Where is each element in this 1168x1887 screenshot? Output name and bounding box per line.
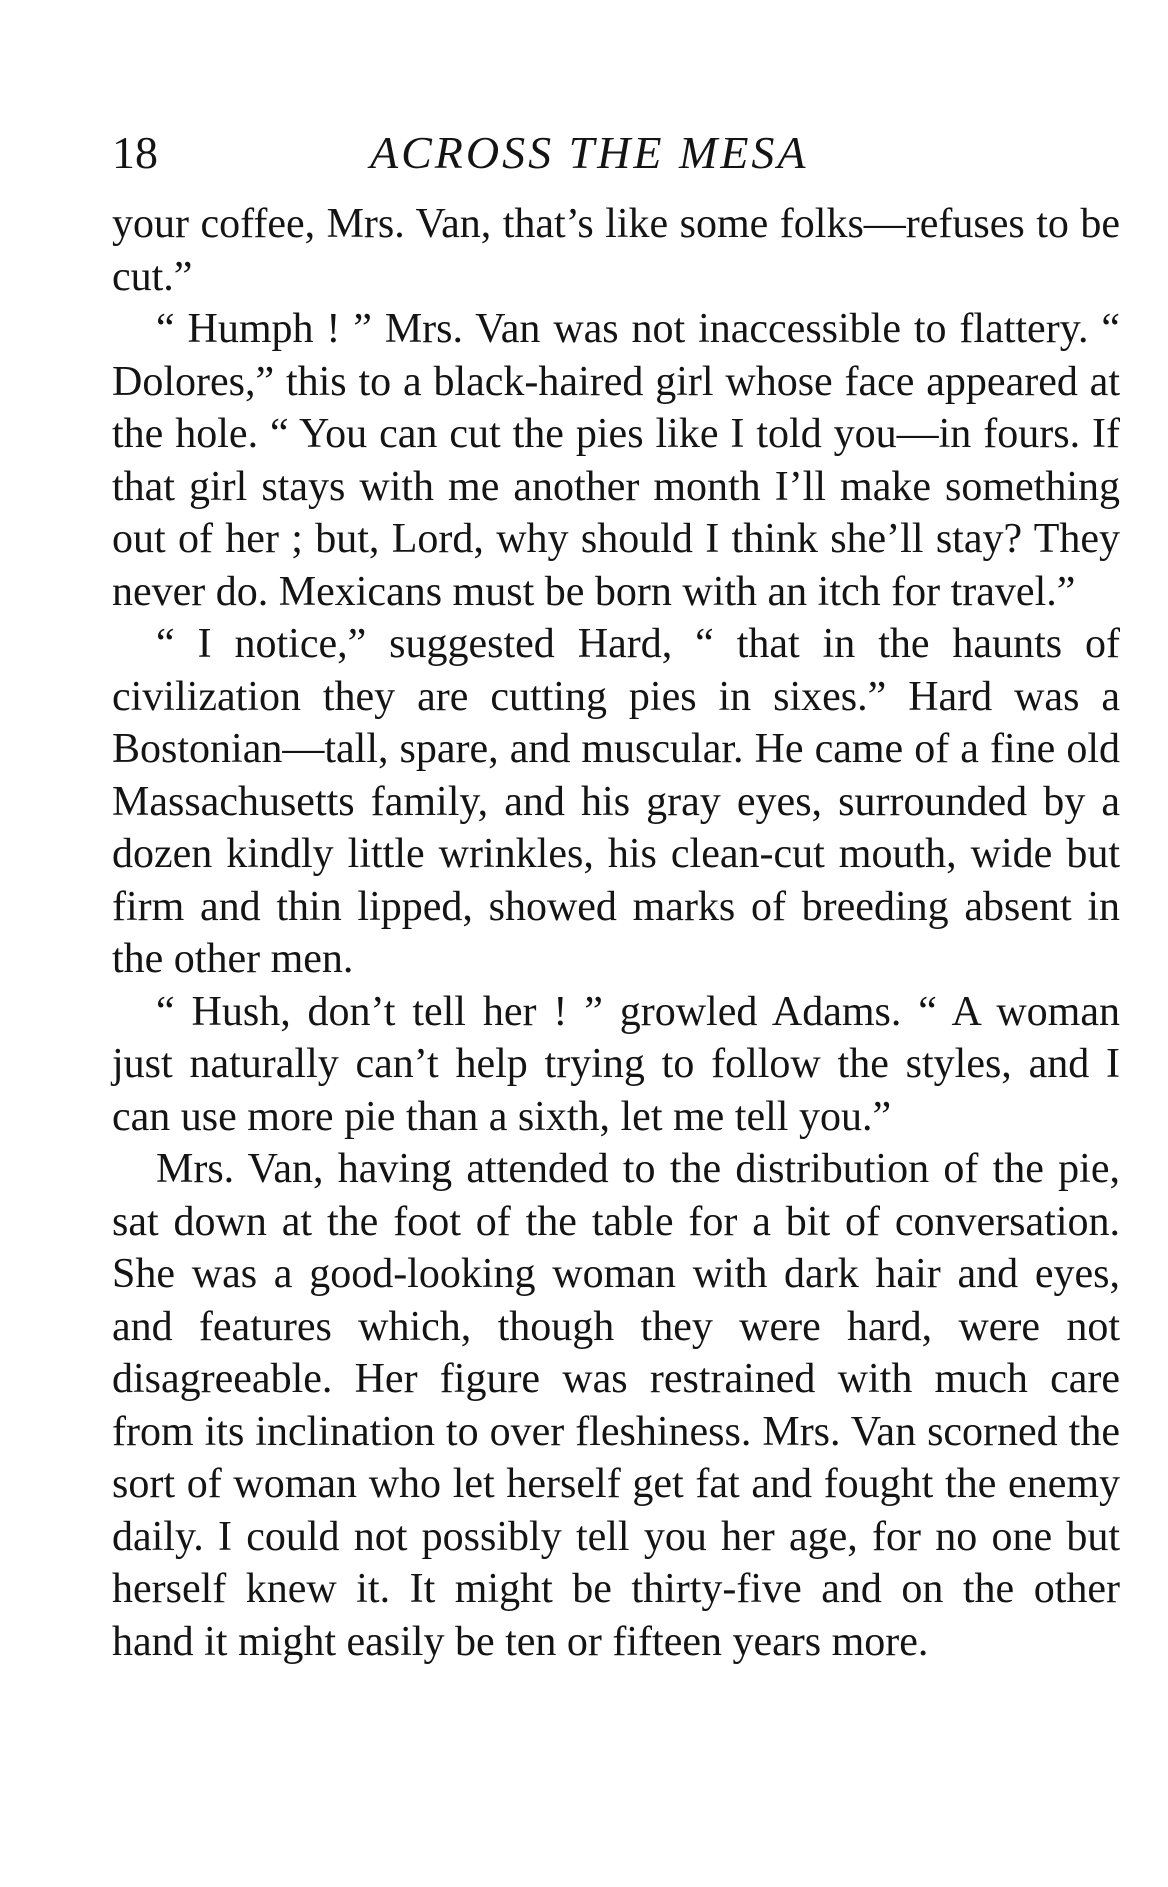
book-page: [112, 128, 1120, 1668]
page-header: [112, 128, 1120, 198]
paragraph-2: “ Humph ! ” Mrs. Van was not inaccessible to flattery. “ Dolores,” this to a black-haired girl whose face appeared at the hole. “ You can cut the pies like I told you—in fours. If that girl stays with me another month I’ll make something out of her ; but, Lord, why should I think she’ll stay? They never do. Mexicans must be born with an itch for travel.”: [112, 306, 1120, 615]
body-text: [112, 198, 1120, 1668]
page-number: 18: [112, 127, 158, 178]
paragraph-5: Mrs. Van, having attended to the distribution of the pie, sat down at the foot of the table for a bit of conversation. She was a good-looking woman with dark hair and eyes, and features which, though they were hard, were not disagreeable. Her figure was restrained with much care from its inclination to over fleshiness. Mrs. Van scorned the sort of woman who let herself get fat and fought the enemy daily. I could not possibly tell you her age, for no one but herself knew it. It might be thirty-five and on the other hand it might easily be ten or fifteen years more.: [112, 1146, 1120, 1665]
paragraph-1: your coffee, Mrs. Van, that’s like some folks—refuses to be cut.”: [112, 201, 1120, 300]
running-title: ACROSS THE MESA: [370, 127, 809, 178]
paragraph-3: “ I notice,” suggested Hard, “ that in the haunts of civilization they are cutting pies in sixes.” Hard was a Bostonian—tall, spare, and muscular. He came of a fine old Massachusetts family, and his gray eyes, surrounded by a dozen kindly little wrinkles, his clean-cut mouth, wide but firm and thin lipped, showed marks of breeding absent in the other men.: [112, 621, 1120, 982]
paragraph-4: “ Hush, don’t tell her ! ” growled Adams. “ A woman just naturally can’t help trying to follow the styles, and I can use more pie than a sixth, let me tell you.”: [112, 988, 1120, 1140]
